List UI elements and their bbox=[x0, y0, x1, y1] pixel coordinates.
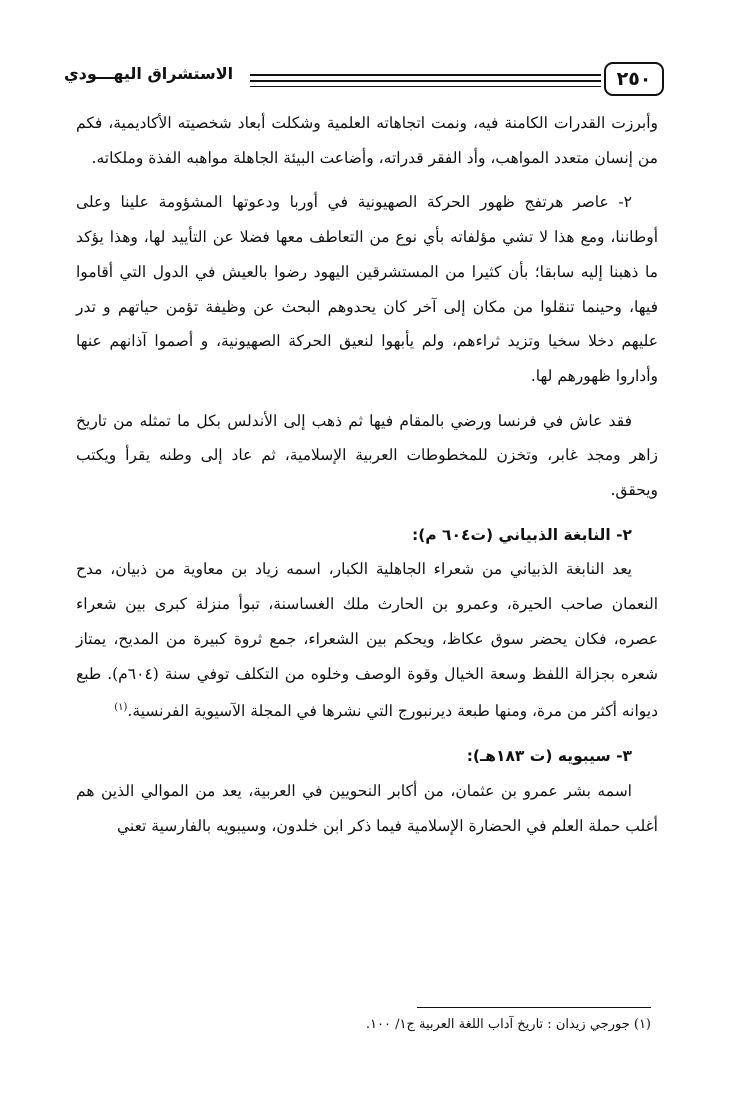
paragraph: ٢- عاصر هرتفج ظهور الحركة الصهيونية في أوربا ودعوتها المشؤومة علينا وعلى أوطاننا، ومع هذا لا تشي مؤلفاته بأي نوع من التعاطف معها فضلا عن التأييد لها، وهذا يؤكد ما ذهبنا إليه سابقا؛ بأن كثيرا من المستشرقين اليهود رضوا بالعيش في الدول التي أقاموا فيها، وحينما تنقلوا من مكان إلى آخر كان يحدوهم البحث عن وظيفة تؤمن حياتهم و تدر عليهم دخلا سخيا وتزيد ثراءهم، ولم يأبهوا لنعيق الحركة الصهيونية، و أصموا آذانهم عنها وأداروا ظهورهم لها. bbox=[76, 193, 658, 385]
paragraph: اسمه بشر عمرو بن عثمان، من أكابر النحويين في العربية، يعد من الموالي الذين هم أغلب حملة العلم في الحضارة الإسلامية فيما ذكر ابن خلدون، وسيبويه بالفارسية تعني bbox=[76, 781, 658, 835]
section-heading: ٣- سيبويه (ت ١٨٣هـ): bbox=[466, 747, 632, 766]
footnote-reference[interactable]: (١) bbox=[114, 702, 128, 714]
footnote: (١) جورجي زيدان : تاريخ آداب اللغة العربية ج١/ ١٠٠. bbox=[365, 1017, 651, 1032]
section-heading: ٢- النابغة الذبياني (ت٦٠٤ م): bbox=[412, 525, 632, 544]
main-text bbox=[76, 106, 658, 843]
page-number: ٢٥٠ bbox=[604, 62, 664, 96]
paragraph: وأبرزت القدرات الكامنة فيه، ونمت اتجاهاته العلمية وشكلت أبعاد شخصيته الأكاديمية، فكم من إنسان متعدد المواهب، وأد الفقر قدراته، وأضاعت البيئة الجاهلة مواهبه الفذة وملكاته. bbox=[76, 114, 658, 167]
header-rule bbox=[250, 74, 601, 76]
paragraph: فقد عاش في فرنسا ورضي بالمقام فيها ثم ذهب إلى الأندلس بكل ما تمثله من تاريخ زاهر ومجد غابر، وتخزن للمخطوطات العربية الإسلامية، ثم عاد إلى وطنه يقرأ ويكتب ويحقق. bbox=[76, 411, 658, 500]
paragraph-text: يعد النابغة الذبياني من شعراء الجاهلية الكبار، اسمه زياد بن معاوية من ذبيان، مدح النعمان صاحب الحيرة، وعمرو بن الحارث ملك الغساسنة، تبوأ منزلة كبرى بين شعراء عصره، فكان يحضر سوق عكاظ، ويحكم بين الشعراء، جمع ثروة كبيرة من المديح، يمتاز شعره بجزالة اللفظ وسعة الخيال وقوة الوصف وخلوه من التكلف توفي سنة (٦٠٤م). طبع ديوانه أكثر من مرة، ومنها طبعة ديرنبورج التي نشرها في المجلة الآسيوية الفرنسية. bbox=[76, 560, 659, 721]
page-header bbox=[64, 58, 664, 98]
header-rule bbox=[250, 86, 601, 87]
paragraph bbox=[76, 552, 658, 729]
footnote-divider bbox=[417, 1007, 651, 1008]
running-title: الاستشراق اليهـــودي bbox=[64, 64, 234, 83]
header-rule bbox=[250, 80, 601, 82]
